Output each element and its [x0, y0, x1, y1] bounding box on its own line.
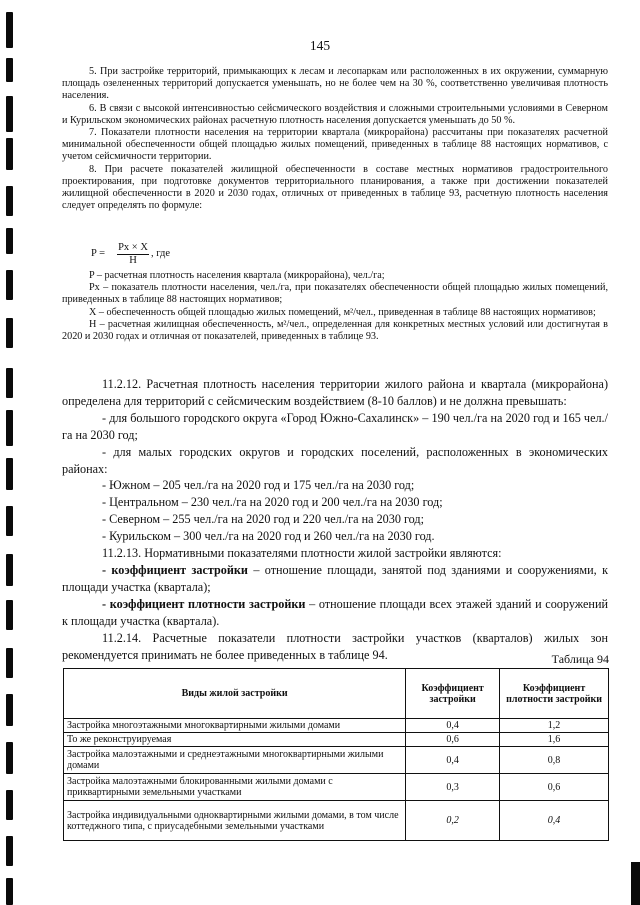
note-6: 6. В связи с высокой интенсивностью сейсмического воздействия и сложными строительными условиями в Северном и Курильском экономических районах расчетную плотность населения допускается уменьшать до 50 %.: [62, 102, 608, 126]
region-central: - Центральном – 230 чел./га на 2020 год и 200 чел./га на 2030 год;: [102, 495, 443, 510]
section-11-2-12-intro: 11.2.12. Расчетная плотность населения территории жилого района и квартала (микрорайона) определена для территорий с сейсмическим воздействием (8-10 баллов) и не должна превышать:: [62, 377, 608, 408]
row-type: Застройка малоэтажными блокированными жилыми домами с приквартирными земельными участками: [64, 774, 406, 801]
coef-builtup-item: [62, 562, 608, 596]
binder-mark: [6, 790, 13, 820]
coef-builtup-term: - коэффициент застройки: [102, 562, 248, 577]
table-label: Таблица 94: [551, 652, 609, 666]
definitions-block: [62, 270, 608, 343]
binder-mark: [6, 58, 13, 82]
row-coef-density: 0,6: [500, 774, 609, 801]
binder-mark: [6, 96, 13, 132]
binder-mark: [6, 506, 13, 536]
definition-x: X – обеспеченность общей площадью жилых помещений, м²/чел., приведенная в таблице 88 настоящих нормативов;: [89, 306, 596, 318]
coef-density-term: - коэффициент плотности застройки: [102, 596, 306, 611]
formula-rhs: , где: [151, 248, 171, 259]
table-row: [64, 747, 609, 774]
binder-mark: [6, 458, 13, 490]
coef-density-item: [62, 596, 608, 630]
definition-p: P – расчетная плотность населения квартала (микрорайона), чел./га;: [89, 270, 385, 281]
row-coef-density: 1,6: [500, 733, 609, 747]
binder-mark: [6, 836, 13, 866]
table-row: [64, 774, 609, 801]
binder-mark: [6, 554, 13, 586]
header-coef-builtup: Коэффициент застройки: [406, 669, 500, 719]
formula-lhs: P =: [91, 248, 105, 259]
coef-density-text: – отношение площади всех этажей зданий и сооружений к площади участка (квартала).: [62, 596, 608, 628]
row-coef-builtup: 0,4: [406, 719, 500, 733]
table-94: [63, 668, 609, 841]
binder-mark: [6, 186, 13, 216]
header-type: Виды жилой застройки: [64, 669, 406, 719]
binder-holes: [6, 0, 16, 905]
row-coef-builtup: 0,2: [406, 801, 500, 841]
row-type: Застройка индивидуальными одноквартирными жилыми домами, в том числе коттеджного типа, с приусадебными земельными участками: [64, 801, 406, 841]
table-row: [64, 733, 609, 747]
page-number: 145: [309, 38, 331, 53]
main-text: [62, 376, 608, 663]
section-11-2-13-intro: 11.2.13. Нормативными показателями плотности жилой застройки являются:: [102, 546, 502, 561]
binder-mark: [6, 600, 13, 630]
region-kuril: - Курильском – 300 чел./га на 2020 год и 260 чел./га на 2030 год.: [102, 529, 435, 544]
binder-mark: [6, 410, 13, 446]
row-type: Застройка малоэтажными и среднеэтажными многоквартирными жилыми домами: [64, 747, 406, 774]
binder-mark: [6, 648, 13, 678]
section-11-2-12-large: - для большого городского округа «Город Южно-Сахалинск» – 190 чел./га на 2020 год и 165 чел./га на 2030 год;: [62, 410, 608, 442]
binder-mark: [6, 742, 13, 774]
row-type: То же реконструируемая: [64, 733, 406, 747]
region-south: - Южном – 205 чел./га на 2020 год и 175 чел./га на 2030 год;: [102, 478, 415, 493]
binder-mark: [6, 138, 13, 170]
binder-mark: [6, 878, 13, 905]
row-coef-builtup: 0,6: [406, 733, 500, 747]
binder-mark: [6, 228, 13, 254]
binder-mark: [6, 694, 13, 726]
row-coef-density: 0,4: [500, 801, 609, 841]
note-7: 7. Показатели плотности населения на территории квартала (микрорайона) рассчитаны при показателях расчетной минимальной обеспеченности общей площадью жилых помещений, приведенных в таблице 88 настоящих нормативов, с учетом сейсмичности территории.: [62, 127, 608, 163]
note-8: 8. При расчете показателей жилищной обеспеченности в составе местных нормативов градостроительного проектирования, при подготовке документов территориального планирования, а также при достижении показателей жилищной обеспеченности в 2020 и 2030 годах, отличных от приведенных в таблице 93, расчетную плотность населения следует определять по формуле:: [62, 163, 608, 212]
formula-numerator: Pх × X: [118, 242, 148, 253]
row-coef-builtup: 0,3: [406, 774, 500, 801]
binder-mark: [6, 368, 13, 398]
table-header-row: [64, 669, 609, 719]
coef-builtup-text: – отношение площади, занятой под зданиями и сооружениями, к площади участка (квартала);: [62, 562, 608, 594]
table-row: [64, 801, 609, 841]
row-coef-density: 1,2: [500, 719, 609, 733]
section-11-2-14: 11.2.14. Расчетные показатели плотности застройки участков (кварталов) жилых зон рекомендуется принимать не более приведенных в таблице 94.: [62, 630, 608, 662]
definition-h: Н – расчетная жилищная обеспеченность, м²/чел., определенная для конкретных местных условий или достигнутая в 2020 и 2030 годах и отличная от показателей, приведенных в таблице 93.: [62, 318, 608, 343]
region-north: - Северном – 255 чел./га на 2020 год и 220 чел./га на 2030 год;: [102, 512, 425, 527]
row-type: Застройка многоэтажными многоквартирными жилыми домами: [64, 719, 406, 733]
definition-px: Pх – показатель плотности населения, чел./га, при показателях обеспеченности общей площадью жилых помещений, приведенных в таблице 88 настоящих нормативов;: [62, 282, 608, 306]
section-11-2-12-small: - для малых городских округов и городских поселений, расположенных в экономических районах:: [62, 444, 608, 476]
binder-mark: [6, 270, 13, 300]
notes-block: [62, 66, 608, 212]
note-5: 5. При застройке территорий, примыкающих к лесам и лесопаркам или расположенных в их окружении, суммарную площадь озелененных территорий допускается уменьшать, но не более чем на 30 %, соответственно увеличивая плотность населения.: [62, 66, 608, 102]
header-coef-density: Коэффициент плотности застройки: [500, 669, 609, 719]
row-coef-density: 0,8: [500, 747, 609, 774]
table-row: [64, 719, 609, 733]
row-coef-builtup: 0,4: [406, 747, 500, 774]
formula-fraction: [117, 242, 149, 267]
scan-edge-mark: [631, 862, 640, 905]
binder-mark: [6, 318, 13, 348]
formula-denominator: H: [129, 255, 137, 266]
